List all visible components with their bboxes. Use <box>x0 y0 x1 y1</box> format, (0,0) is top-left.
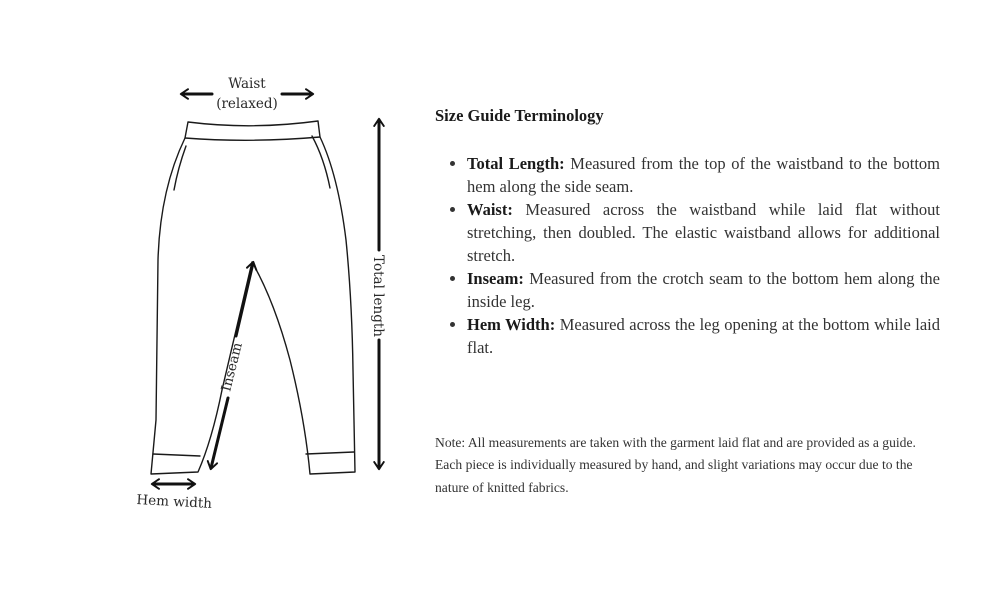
pants-body <box>151 121 355 474</box>
pants-outline <box>151 121 355 474</box>
size-guide-panel <box>435 106 940 359</box>
inseam-arrow-top <box>236 263 253 336</box>
waist-relaxed-label: (relaxed) <box>216 96 278 112</box>
term-total-length <box>467 152 940 198</box>
term-description: Measured across the waistband while laid flat without stretching, then doubled. The elastic waistband allows for additional stretch. <box>467 200 940 265</box>
term-description: Measured from the top of the waistband to the bottom hem along the side seam. <box>467 154 940 196</box>
right-cuff-line <box>306 452 354 454</box>
term-inseam <box>467 267 940 313</box>
total-length-label: Total length <box>370 255 386 337</box>
left-cuff-line <box>153 454 200 456</box>
size-guide-title: Size Guide Terminology <box>435 106 604 125</box>
term-name: Inseam: <box>467 269 524 288</box>
term-hem-width <box>467 313 940 359</box>
waist-label: Waist <box>228 76 266 92</box>
term-name: Hem Width: <box>467 315 556 334</box>
right-pocket <box>312 136 330 188</box>
inseam-label: Inseam <box>218 340 246 394</box>
term-list <box>435 152 940 359</box>
waistband-line <box>185 137 320 140</box>
measurement-note: Note: All measurements are taken with the garment laid flat and are provided as a guide. Each piece is individually measured by hand, and slight variations may occur due to the nature of knitted fabrics. <box>435 434 916 495</box>
inseam-arrow-bottom <box>211 398 228 468</box>
pants-measurement-diagram <box>0 0 420 600</box>
term-waist <box>467 198 940 267</box>
term-name: Waist: <box>467 200 513 219</box>
term-name: Total Length: <box>467 154 565 173</box>
hem-width-label: Hem width <box>136 492 213 512</box>
left-pocket <box>174 146 186 190</box>
term-description: Measured across the leg opening at the bottom while laid flat. <box>467 315 941 357</box>
term-description: Measured from the crotch seam to the bottom hem along the inside leg. <box>467 269 940 311</box>
